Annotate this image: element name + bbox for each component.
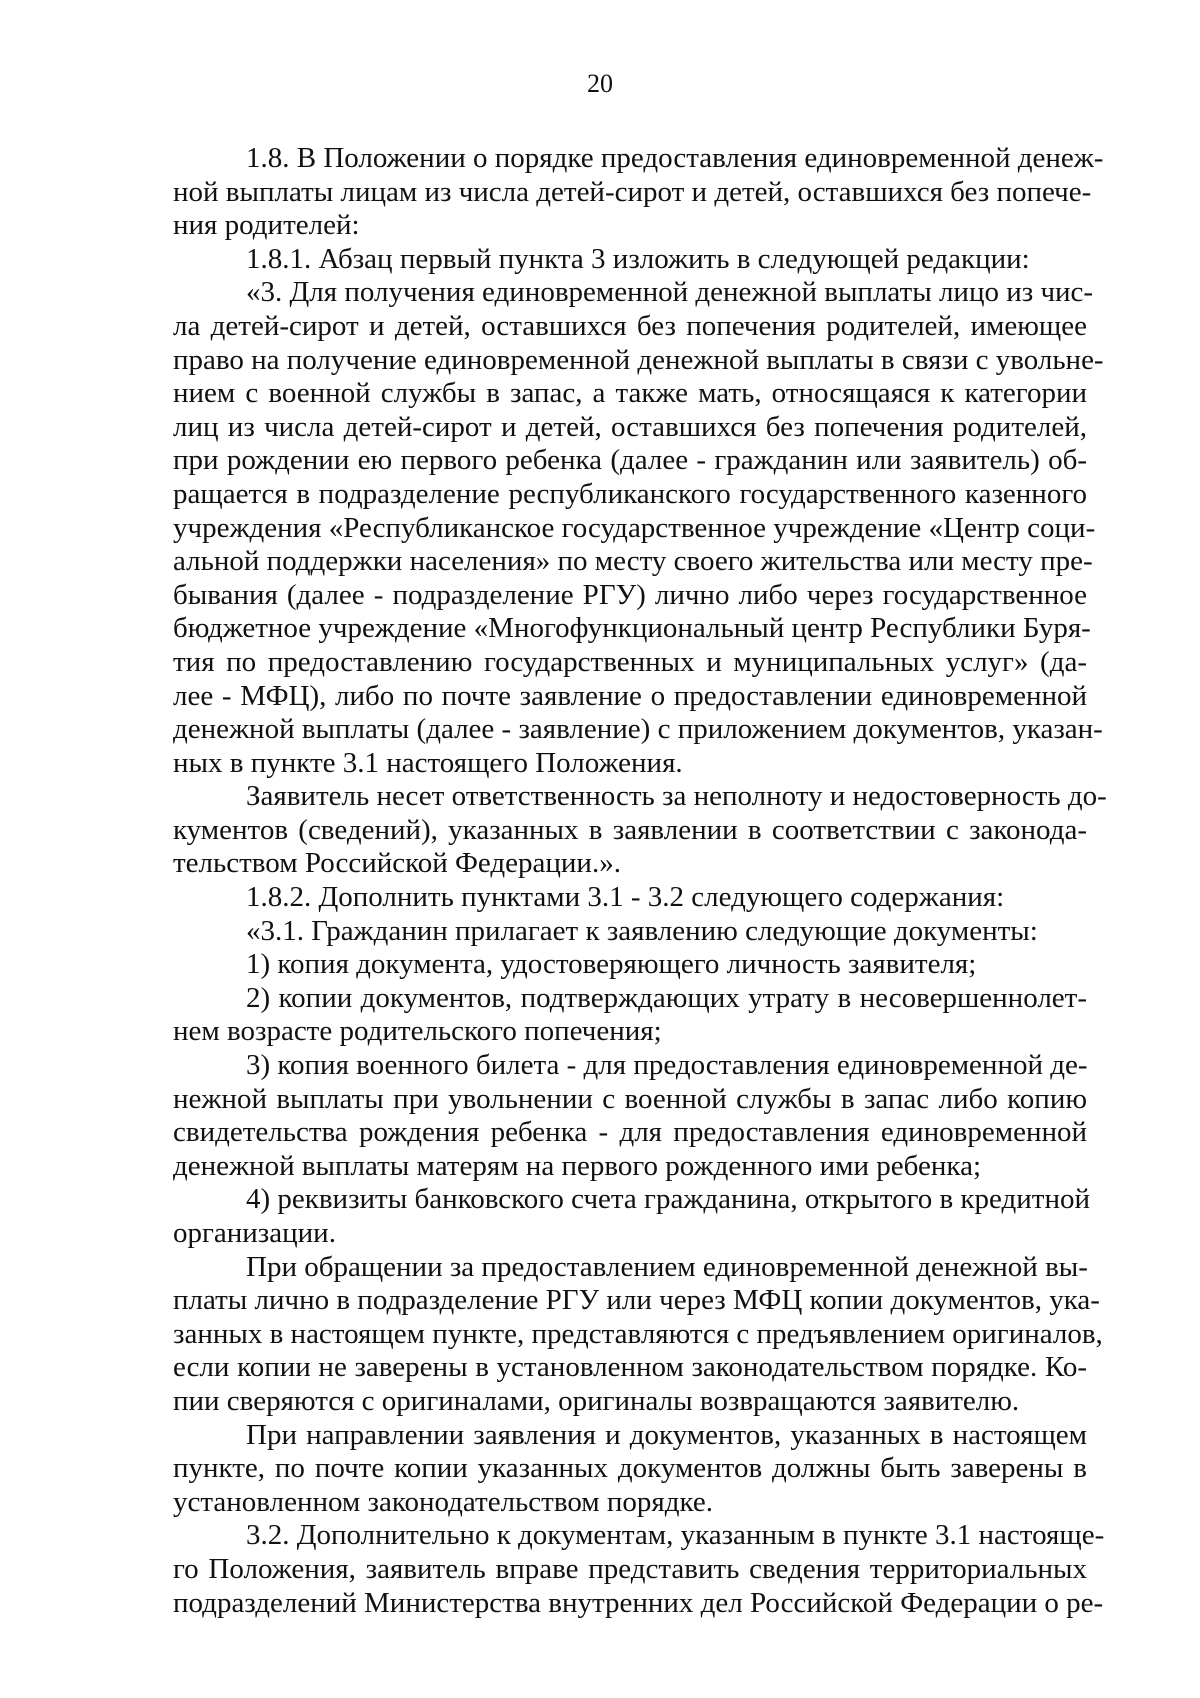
text-line: ращается в подразделение республиканского государственного казенного: [173, 477, 1087, 510]
text-line: если копии не заверены в установленном законодательством порядке. Ко-: [173, 1351, 1087, 1384]
text-line: нежной выплаты при увольнении с военной службы в запас либо копию: [173, 1082, 1087, 1115]
text-line: ной выплаты лицам из числа детей-сирот и детей, оставшихся без попече-: [173, 175, 1092, 208]
text-line: денежной выплаты матерям на первого рожденного ими ребенка;: [173, 1149, 982, 1182]
text-line: кументов (сведений), указанных в заявлении в соответствии с законода-: [173, 813, 1087, 846]
text-line: го Положения, заявитель вправе представить сведения территориальных: [173, 1552, 1087, 1585]
text-line: При направлении заявления и документов, указанных в настоящем: [246, 1418, 1087, 1451]
text-line: организации.: [173, 1217, 336, 1249]
text-line: «3.1. Гражданин прилагает к заявлению следующие документы:: [246, 914, 1038, 947]
text-line: подразделений Министерства внутренних дел Российской Федерации о ре-: [173, 1586, 1104, 1619]
text-line: при рождении ею первого ребенка (далее - гражданин или заявитель) об-: [173, 444, 1087, 477]
text-line: установленном законодательством порядке.: [173, 1485, 713, 1518]
text-line: 1) копия документа, удостоверяющего личность заявителя;: [246, 948, 977, 981]
text-line: 1.8. В Положении о порядке предоставления единовременной денеж-: [246, 142, 1104, 174]
text-line: денежной выплаты (далее - заявление) с приложением документов, указан-: [173, 713, 1103, 746]
page-number: 20: [587, 69, 613, 98]
text-line: пункте, по почте копии указанных документов должны быть заверены в: [173, 1452, 1087, 1485]
text-line: тельством Российской Федерации.».: [173, 847, 621, 880]
text-line: Заявитель несет ответственность за неполноту и недостоверность до-: [246, 780, 1107, 813]
text-line: ных в пункте 3.1 настоящего Положения.: [173, 746, 683, 779]
text-line: бывания (далее - подразделение РГУ) лично либо через государственное: [173, 578, 1087, 611]
text-line: 1.8.1. Абзац первый пункта 3 изложить в следующей редакции:: [246, 242, 1030, 275]
text-line: 2) копии документов, подтверждающих утрату в несовершеннолет-: [246, 981, 1087, 1014]
text-line: бюджетное учреждение «Многофункциональный центр Республики Буря-: [173, 612, 1091, 645]
text-line: 1.8.2. Дополнить пунктами 3.1 - 3.2 следующего содержания:: [246, 881, 1005, 914]
text-line: нем возрасте родительского попечения;: [173, 1015, 662, 1048]
text-line: лиц из числа детей-сирот и детей, оставшихся без попечения родителей,: [173, 410, 1087, 443]
text-line: свидетельства рождения ребенка - для предоставления единовременной: [173, 1116, 1087, 1149]
text-line: «3. Для получения единовременной денежной выплаты лицо из чис-: [246, 276, 1094, 309]
text-line: тия по предоставлению государственных и муниципальных услуг» (да-: [173, 645, 1087, 678]
text-line: альной поддержки населения» по месту своего жительства или месту пре-: [173, 545, 1093, 578]
text-line: платы лично в подразделение РГУ или через МФЦ копии документов, ука-: [173, 1284, 1100, 1317]
text-line: занных в настоящем пункте, представляются с предъявлением оригиналов,: [173, 1317, 1103, 1350]
text-line: нием с военной службы в запас, а также мать, относящаяся к категории: [173, 377, 1087, 410]
document-body: [173, 142, 1107, 1620]
text-line: При обращении за предоставлением единовременной денежной вы-: [246, 1250, 1088, 1283]
text-line: право на получение единовременной денежной выплаты в связи с увольне-: [173, 343, 1104, 376]
text-line: 3.2. Дополнительно к документам, указанным в пункте 3.1 настояще-: [246, 1519, 1105, 1552]
text-line: 4) реквизиты банковского счета гражданина, открытого в кредитной: [246, 1183, 1091, 1216]
text-line: ния родителей:: [173, 209, 360, 242]
text-line: ла детей-сирот и детей, оставшихся без попечения родителей, имеющее: [173, 309, 1087, 342]
text-line: лее - МФЦ), либо по почте заявление о предоставлении единовременной: [173, 679, 1087, 712]
text-line: пии сверяются с оригиналами, оригиналы возвращаются заявителю.: [173, 1384, 1020, 1417]
text-line: 3) копия военного билета - для предоставления единовременной де-: [246, 1049, 1088, 1082]
text-line: учреждения «Республиканское государственное учреждение «Центр соци-: [173, 511, 1096, 544]
